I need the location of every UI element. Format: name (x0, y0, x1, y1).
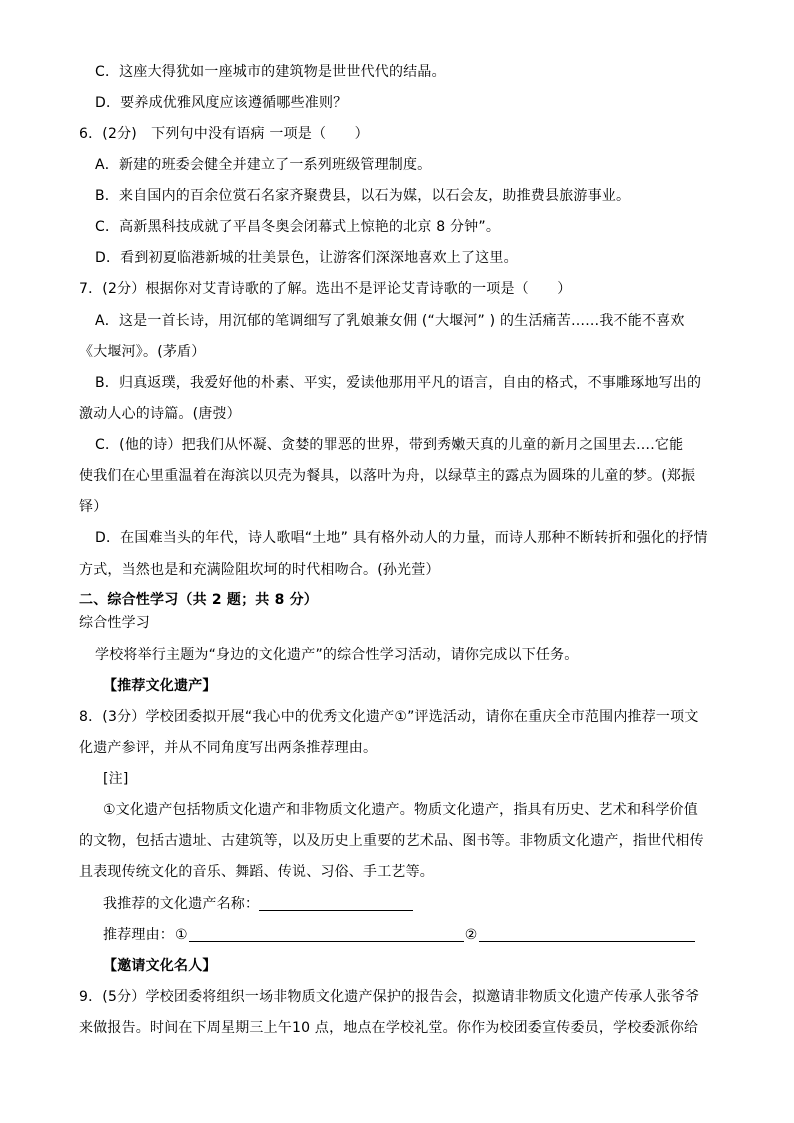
note-text: ①文化遗产包括物质文化遗产和非物质文化遗产。物质文化遗产，指具有历史、艺术和科学价值 (103, 802, 698, 818)
option-6a: A．新建的班委会健全并建立了一系列班级管理制度。 (95, 157, 432, 173)
question-9-cont: 来做报告。时间在下周星期三上午10 点，地点在学校礼堂。你作为校团委宣传委员，学校委派你给 (79, 1020, 699, 1036)
task-heading-recommend: 【推荐文化遗产】 (103, 678, 217, 694)
reason-row (103, 925, 695, 945)
question-8-cont: 化遗产参评，并从不同角度写出两条推荐理由。 (79, 740, 378, 756)
reason-blank-1[interactable] (189, 927, 464, 942)
question-6: 6．(2分) 下列句中没有语病 一项是（ ） (79, 126, 369, 142)
reason-label: 推荐理由： (103, 927, 174, 943)
option-7a: A．这是一首长诗，用沉郁的笔调细写了乳娘兼女佣 (“大堰河” ) 的生活痛苦……我不能不喜欢 (95, 313, 685, 329)
option-7d-cont: 方式，当然也是和充满险阻坎坷的时代相吻合。(孙光萱） (79, 562, 440, 578)
option-7c: C．(他的诗）把我们从怀凝、贪婪的罪恶的世界，带到秀嫩天真的儿童的新月之国里去….它能 (95, 437, 684, 453)
option-7b: B．归真返璞，我爱好他的朴素、平实，爱读他那用平凡的语言，自由的格式，不事雕琢地写出的 (95, 375, 702, 391)
option-7b-cont: 激动人心的诗篇。(唐弢） (79, 406, 241, 422)
option-6b: B．来自国内的百余位赏石名家齐聚费县，以石为媒，以石会友，助推费县旅游事业。 (95, 188, 631, 204)
option-7d: D．在国难当头的年代，诗人歌唱“土地” 具有格外动人的力量，而诗人那种不断转折和强化的抒情 (95, 530, 708, 546)
section-heading: 二、综合性学习（共 2 题；共 8 分） (79, 592, 318, 608)
option-7a-cont: 《大堰河》。(茅盾） (79, 344, 206, 360)
heritage-name-blank[interactable] (259, 896, 413, 911)
option-6d: D．看到初夏临港新城的壮美景色，让游客们深深地喜欢上了这里。 (95, 250, 518, 266)
note-text-cont: 的文物，包括古遗址、古建筑等，以及历史上重要的艺术品、图书等。非物质文化遗产，指世代相传 (79, 833, 704, 849)
option-6c: C．高新黑科技成就了平昌冬奥会闭幕式上惊艳的北京 8 分钟”。 (95, 219, 501, 235)
option-7c-cont2: 铎） (79, 499, 108, 515)
reason-blank-2[interactable] (479, 927, 695, 942)
task-heading-invite: 【邀请文化名人】 (103, 958, 217, 974)
question-8: 8．(3分）学校团委拟开展“我心中的优秀文化遗产①”评选活动，请你在重庆全市范围内推荐一项文 (79, 709, 699, 725)
heritage-name-row (103, 894, 413, 914)
subsection-title: 综合性学习 (79, 615, 150, 631)
option-5d: D．要养成优雅风度应该遵循哪些准则？ (95, 95, 348, 111)
intro-paragraph: 学校将举行主题为“身边的文化遗产”的综合性学习活动，请你完成以下任务。 (95, 647, 579, 663)
question-7: 7．(2分）根据你对艾青诗歌的了解。选出不是评论艾青诗歌的一项是（ ） (79, 281, 572, 297)
option-5c: C．这座大得犹如一座城市的建筑物是世世代代的结晶。 (95, 64, 446, 80)
note-label: [注] (103, 771, 129, 787)
option-7c-cont: 使我们在心里重温着在海滨以贝壳为餐具，以落叶为舟，以绿草主的露点为圆珠的儿童的梦。(郑振 (79, 468, 696, 484)
note-text-cont2: 且表现传统文化的音乐、舞蹈、传说、习俗、手工艺等。 (79, 864, 434, 880)
reason-number-1: ① (175, 927, 188, 943)
question-9: 9．(5分）学校团委将组织一场非物质文化遗产保护的报告会，拟邀请非物质文化遗产传承人张爷爷 (79, 989, 700, 1005)
heritage-name-label: 我推荐的文化遗产名称： (103, 896, 260, 912)
reason-number-2: ② (464, 927, 478, 943)
